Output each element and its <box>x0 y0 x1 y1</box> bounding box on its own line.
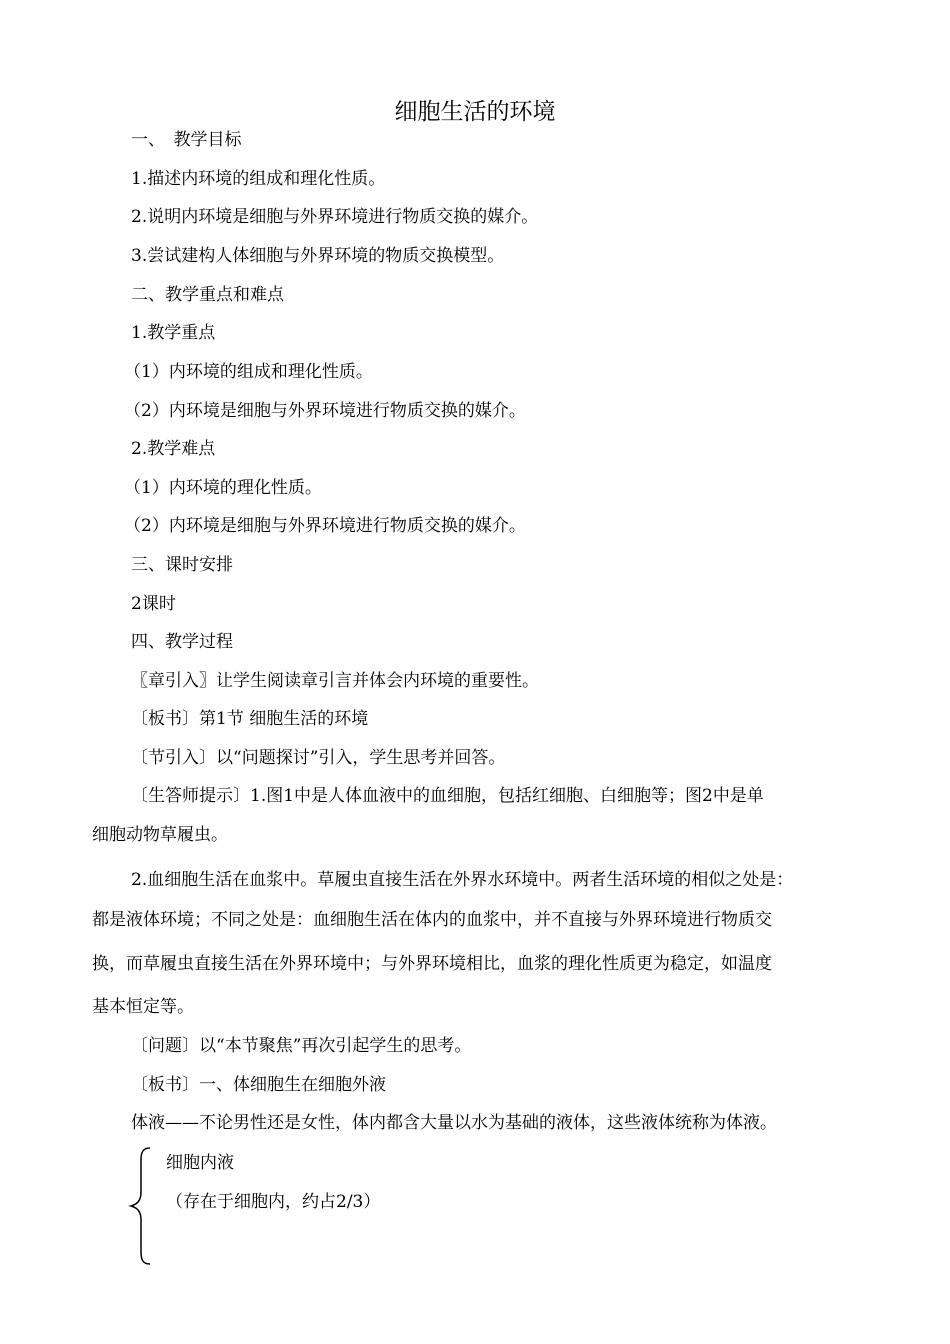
paragraph-board-note: 〔板书〕第1节 细胞生活的环境 <box>131 709 369 729</box>
difficulty-item: （2）内环境是细胞与外界环境进行物质交换的媒介。 <box>124 516 526 536</box>
bracket-item-intracellular-fluid: 细胞内液 <box>166 1153 234 1173</box>
left-brace-icon <box>126 1146 156 1266</box>
paragraph-answer-hint: 〔生答师提示〕1.图1中是人体血液中的血细胞，包括红细胞、白细胞等；图2中是单 <box>131 786 764 806</box>
bracket-item-note: （存在于细胞内，约占2/3） <box>166 1192 381 1212</box>
paragraph-board-note-two: 〔板书〕一、体细胞生在细胞外液 <box>131 1075 386 1095</box>
paragraph-answer-two-continued: 基本恒定等。 <box>92 997 194 1017</box>
schedule-text: 2课时 <box>131 594 176 614</box>
section-heading-key-points: 二、教学重点和难点 <box>131 285 284 305</box>
subheading-key-points: 1.教学重点 <box>131 323 216 343</box>
paragraph-body-fluid-definition: 体液——不论男性还是女性，体内都含大量以水为基础的液体，这些液体统称为体液。 <box>131 1113 777 1133</box>
paragraph-section-intro: 〔节引入〕以“问题探讨”引入，学生思考并回答。 <box>131 748 506 768</box>
section-heading-process: 四、教学过程 <box>131 632 233 652</box>
section-heading-schedule: 三、课时安排 <box>131 555 233 575</box>
paragraph-answer-hint-continued: 细胞动物草履虫。 <box>92 825 228 845</box>
paragraph-question: 〔问题〕以“本节聚焦”再次引起学生的思考。 <box>131 1036 472 1056</box>
document-title: 细胞生活的环境 <box>394 99 556 125</box>
paragraph-answer-two: 2.血细胞生活在血浆中。草履虫直接生活在外界水环境中。两者生活环境的相似之处是： <box>131 870 794 890</box>
objective-item: 1.描述内环境的组成和理化性质。 <box>131 169 386 189</box>
difficulty-item: （1）内环境的理化性质。 <box>124 478 322 498</box>
subheading-difficulties: 2.教学难点 <box>131 439 216 459</box>
section-heading-objectives: 一、 教学目标 <box>131 130 242 150</box>
key-point-item: （1）内环境的组成和理化性质。 <box>124 362 373 382</box>
paragraph-answer-two-continued: 都是液体环境；不同之处是：血细胞生活在体内的血浆中，并不直接与外界环境进行物质交 <box>92 910 772 930</box>
paragraph-chapter-intro: 〖章引入〗让学生阅读章引言并体会内环境的重要性。 <box>131 671 539 691</box>
objective-item: 2.说明内环境是细胞与外界环境进行物质交换的媒介。 <box>131 207 539 227</box>
key-point-item: （2）内环境是细胞与外界环境进行物质交换的媒介。 <box>124 401 526 421</box>
objective-item: 3.尝试建构人体细胞与外界环境的物质交换模型。 <box>131 246 505 266</box>
paragraph-answer-two-continued: 换，而草履虫直接生活在外界环境中；与外界环境相比，血浆的理化性质更为稳定，如温度 <box>92 954 772 974</box>
